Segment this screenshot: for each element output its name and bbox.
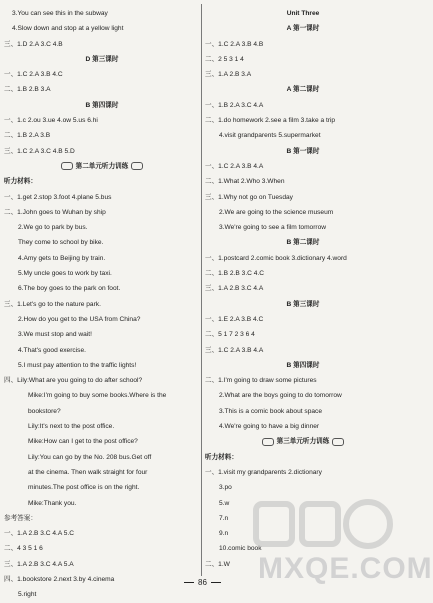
text-line: 一、1.get 2.stop 3.foot 4.plane 5.bus [4, 193, 112, 201]
text-line: 一、1.postcard 2.comic book 3.dictionary 4.word [205, 254, 347, 262]
lesson-heading: A 第二课时 [286, 86, 320, 94]
text-line: 3.This is a comic book about space [219, 407, 322, 415]
text-line: 二、1.W [205, 560, 230, 568]
text-line: 9.n [219, 530, 229, 538]
text-line: 3.We must stop and wait! [18, 331, 92, 339]
text-line: 2.We go to park by bus. [18, 224, 88, 232]
lesson-heading: D 第三课时 [85, 55, 119, 63]
page-number [0, 578, 405, 587]
section-title-text: 第三单元听力训练 [276, 438, 330, 446]
text-line: 3.You can see this in the subway [12, 10, 108, 17]
text-line: minutes.The post office is on the right. [28, 484, 140, 492]
text-line: 5.right [18, 591, 37, 599]
text-line: 二、4 3 5 1 6 [4, 545, 43, 553]
text-line: 二、1.B 2.B 3.C 4.C [205, 270, 264, 278]
text-line: 一、1.C 2.A 3.B 4.B [205, 40, 264, 48]
text-line: 4.That's good exercise. [18, 346, 86, 354]
page-number-text: 86 [198, 578, 207, 587]
text-line: 二、1.I'm going to draw some pictures [205, 377, 317, 385]
dash-right [211, 582, 221, 583]
text-line: Mike:How can I get to the post office? [28, 438, 138, 446]
text-line: 5.w [219, 499, 230, 507]
text-line: 参考答案： [4, 514, 37, 522]
text-line: Lily:You can go by the No. 208 bus.Get off [28, 453, 152, 461]
right-column [205, 6, 401, 572]
text-line: 一、1.C 2.A 3.B 4.A [205, 162, 264, 170]
ornament-icon [262, 438, 274, 446]
text-line: 一、1.C 2.A 3.B 4.C [4, 71, 63, 79]
text-line: 4.visit grandparents 5.supermarket [219, 132, 321, 140]
text-line: 二、5 1 7 2 3 6 4 [205, 331, 255, 339]
text-line: 5.I must pay attention to the traffic lights! [18, 361, 137, 369]
text-line: 三、1.C 2.A 3.C 4.B 5.D [4, 147, 75, 155]
lesson-heading: B 第三课时 [286, 300, 320, 308]
column-divider [201, 4, 202, 576]
text-line: 三、1.C 2.A 3.B 4.A [205, 346, 264, 354]
dash-left [184, 582, 194, 583]
text-line: 2.We are going to the science museum [219, 208, 334, 216]
text-line: 三、1.A 2.B 3.C 4.A 5.A [4, 560, 74, 568]
section-title-text: 第二单元听力训练 [75, 162, 129, 170]
text-line: 3.We're going to see a film tomorrow [219, 224, 327, 232]
text-line: 二、1.do homework 2.see a film 3.take a trip [205, 117, 336, 125]
text-line: 三、1.Let's go to the nature park. [4, 300, 101, 308]
text-line: 二、1.B 2.A 3.B [4, 132, 51, 140]
lesson-heading: B 第四课时 [85, 101, 119, 109]
text-line: 2.What are the boys going to do tomorrow [219, 392, 342, 400]
text-line: 四、Lily:What are you going to do after school? [4, 377, 143, 385]
text-line: Mike:Thank you. [28, 499, 77, 507]
lesson-heading: B 第四课时 [286, 361, 320, 369]
text-line: 一、1.E 2.A 3.B 4.C [205, 315, 264, 323]
text-line: 一、1.B 2.A 3.C 4.A [205, 101, 264, 109]
unit-heading: Unit Three [286, 10, 320, 17]
text-line: 四、1.bookstore 2.next 3.by 4.cinema [4, 575, 115, 583]
text-line: They come to school by bike. [18, 239, 104, 247]
text-line: 4.We're going to have a big dinner [219, 423, 320, 431]
text-line: 一、1.A 2.B 3.C 4.A 5.C [4, 530, 74, 538]
text-line: at the cinema. Then walk straight for four [28, 468, 148, 476]
text-line: 5.My uncle goes to work by taxi. [18, 270, 112, 278]
text-line: 二、1.What 2.Who 3.When [205, 178, 285, 186]
text-line: 三、1.A 2.B 3.A [205, 71, 252, 79]
text-line: 三、1.Why not go on Tuesday [205, 193, 293, 201]
lesson-heading: B 第一课时 [286, 147, 320, 155]
text-line: 三、1.A 2.B 3.C 4.A [205, 285, 264, 293]
text-line: 7.n [219, 514, 229, 522]
section-title [205, 434, 401, 449]
ornament-icon [61, 162, 73, 170]
ornament-icon [131, 162, 143, 170]
text-line: 二、2 5 3 1 4 [205, 55, 244, 63]
text-line: 二、1.B 2.B 3.A [4, 86, 51, 94]
ornament-icon [332, 438, 344, 446]
text-line: 听力材料： [4, 178, 37, 186]
left-column [4, 6, 200, 603]
text-line: 三、1.D 2.A 3.C 4.B [4, 40, 63, 48]
section-title [4, 159, 200, 174]
text-line: 4.Amy gets to Beijing by train. [18, 254, 106, 262]
text-line: bookstore? [28, 407, 61, 415]
watermark-text: MXQE.COM [258, 552, 433, 585]
text-line: Lily:It's next to the post office. [28, 423, 115, 431]
text-line: 10.comic book [219, 545, 262, 553]
lesson-heading: B 第二课时 [286, 239, 320, 247]
text-line: 二、1.John goes to Wuhan by ship [4, 208, 106, 216]
text-line: 3.po [219, 484, 232, 492]
text-line: 6.The boy goes to the park on foot. [18, 285, 121, 293]
text-line: Mike:I'm going to buy some books.Where is the [28, 392, 167, 400]
text-line: 2.How do you get to the USA from China? [18, 315, 141, 323]
text-line: 听力材料： [205, 453, 238, 461]
text-line: 4.Slow down and stop at a yellow light [12, 25, 124, 33]
text-line: 一、1.visit my grandparents 2.dictionary [205, 468, 322, 476]
lesson-heading: A 第一课时 [286, 25, 320, 33]
text-line: 一、1.c 2.ou 3.ue 4.ow 5.us 6.hi [4, 117, 98, 125]
